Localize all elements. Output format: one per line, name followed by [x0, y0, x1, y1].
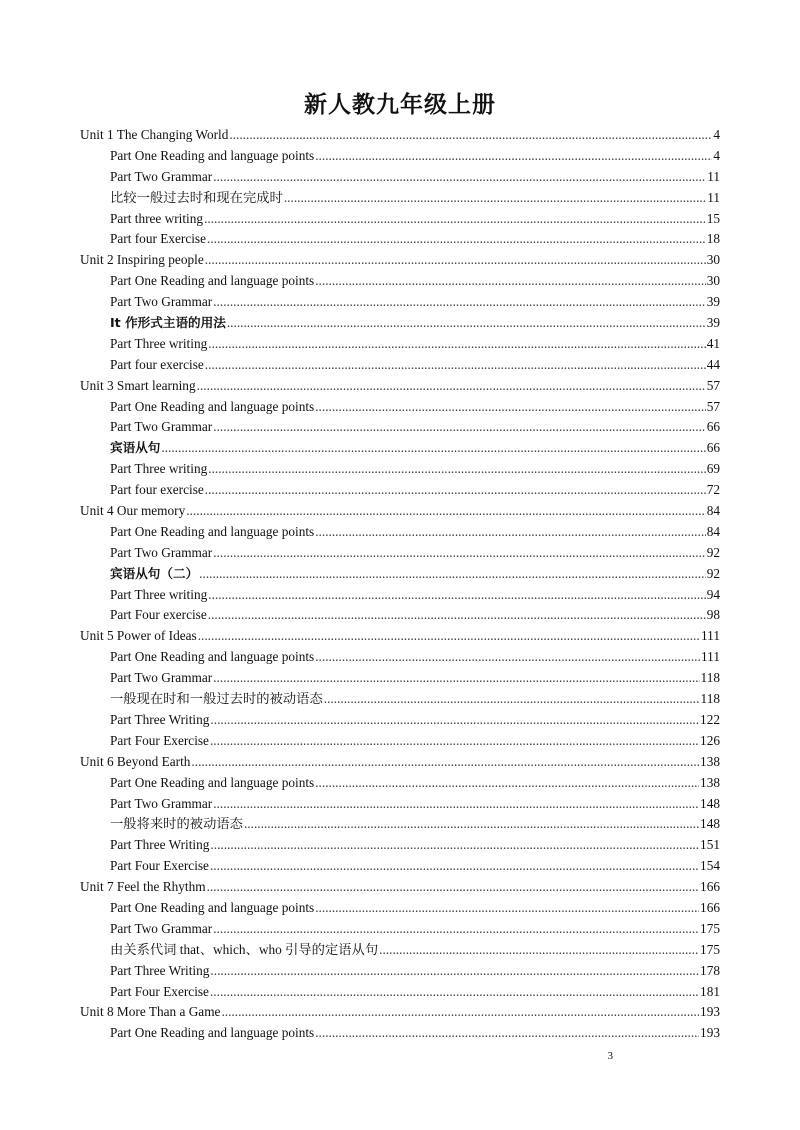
toc-part-entry[interactable]	[80, 313, 720, 334]
toc-dot-leader	[213, 919, 699, 940]
toc-entry-label: Part Three Writing	[110, 711, 210, 727]
toc-entry-page: 181	[700, 983, 720, 999]
toc-entry-label: 一般现在时和一般过去时的被动语态	[110, 691, 323, 707]
toc-entry-label: Part Two Grammar	[110, 294, 213, 310]
toc-entry-page: 39	[706, 294, 720, 310]
toc-dot-leader	[315, 146, 712, 167]
toc-entry-label: Part Two Grammar	[110, 795, 213, 811]
toc-dot-leader	[210, 982, 699, 1003]
toc-dot-leader	[208, 605, 706, 626]
toc-part-entry[interactable]	[80, 856, 720, 877]
toc-part-entry[interactable]	[80, 689, 720, 710]
toc-entry-page: 84	[706, 523, 720, 539]
toc-entry-label: Part Three writing	[110, 586, 208, 602]
toc-entry-label: Part One Reading and language points	[110, 649, 315, 665]
toc-dot-leader	[210, 710, 699, 731]
toc-part-entry[interactable]	[80, 898, 720, 919]
toc-entry-label: Part Three Writing	[110, 837, 210, 853]
toc-entry-page: 57	[706, 377, 720, 393]
table-of-contents	[80, 125, 720, 1044]
toc-entry-label: Unit 3 Smart learning	[80, 377, 196, 393]
toc-entry-label: Part Two Grammar	[110, 670, 213, 686]
toc-part-entry[interactable]	[80, 605, 720, 626]
toc-entry-page: 148	[700, 816, 720, 832]
toc-entry-page: 138	[700, 753, 720, 769]
toc-entry-label: Part Two Grammar	[110, 419, 213, 435]
toc-dot-leader	[315, 522, 705, 543]
toc-dot-leader	[213, 668, 699, 689]
toc-entry-label: 宾语从句（二）	[110, 565, 199, 581]
toc-unit-entry[interactable]	[80, 877, 720, 898]
toc-unit-entry[interactable]	[80, 125, 720, 146]
toc-entry-label: Part four exercise	[110, 482, 204, 498]
toc-dot-leader	[186, 501, 705, 522]
toc-dot-leader	[207, 229, 706, 250]
toc-entry-label: Unit 6 Beyond Earth	[80, 753, 191, 769]
toc-part-entry[interactable]	[80, 229, 720, 250]
toc-part-entry[interactable]	[80, 940, 720, 961]
toc-entry-label: Unit 2 Inspiring people	[80, 252, 204, 268]
toc-dot-leader	[315, 271, 705, 292]
toc-dot-leader	[205, 250, 706, 271]
toc-entry-page: 66	[706, 440, 720, 456]
toc-entry-page: 92	[706, 565, 720, 581]
toc-entry-label: Part four exercise	[110, 356, 204, 372]
toc-dot-leader	[244, 814, 699, 835]
page-title: 新人教九年级上册	[304, 92, 496, 118]
toc-unit-entry[interactable]	[80, 752, 720, 773]
toc-entry-label: 一般将来时的被动语态	[110, 816, 243, 832]
toc-entry-label: Unit 1 The Changing World	[80, 127, 229, 142]
toc-dot-leader	[205, 480, 706, 501]
toc-part-entry[interactable]	[80, 585, 720, 606]
toc-dot-leader	[284, 188, 706, 209]
toc-entry-label: Part three writing	[110, 210, 204, 226]
toc-entry-page: 69	[706, 461, 720, 477]
toc-dot-leader	[315, 773, 699, 794]
toc-entry-page: 44	[706, 356, 720, 372]
toc-entry-page: 175	[700, 941, 720, 957]
toc-unit-entry[interactable]	[80, 250, 720, 271]
toc-entry-label: 宾语从句	[110, 440, 161, 456]
toc-part-entry[interactable]	[80, 397, 720, 418]
toc-part-entry[interactable]	[80, 271, 720, 292]
toc-part-entry[interactable]	[80, 522, 720, 543]
toc-dot-leader	[315, 397, 705, 418]
toc-entry-label: Part Four exercise	[110, 607, 207, 623]
toc-dot-leader	[204, 209, 706, 230]
toc-entry-page: 138	[700, 774, 720, 790]
toc-part-entry[interactable]	[80, 961, 720, 982]
toc-dot-leader	[315, 898, 699, 919]
toc-entry-label: Part Four Exercise	[110, 858, 209, 874]
toc-entry-page: 41	[706, 335, 720, 351]
toc-entry-page: 154	[700, 858, 720, 874]
toc-entry-label: Part One Reading and language points	[110, 1025, 315, 1041]
toc-entry-label: Part Four Exercise	[110, 732, 209, 748]
toc-entry-label: Part One Reading and language points	[110, 523, 315, 539]
toc-part-entry[interactable]	[80, 982, 720, 1003]
toc-entry-page: 94	[706, 586, 720, 602]
toc-unit-entry[interactable]	[80, 376, 720, 397]
toc-dot-leader	[191, 752, 699, 773]
toc-entry-page: 175	[700, 920, 720, 936]
toc-entry-page: 57	[706, 398, 720, 414]
toc-part-entry[interactable]	[80, 438, 720, 459]
toc-entry-page: 30	[706, 252, 720, 268]
toc-dot-leader	[210, 856, 699, 877]
toc-entry-page: 126	[700, 732, 720, 748]
toc-part-entry[interactable]	[80, 146, 720, 167]
toc-part-entry[interactable]	[80, 794, 720, 815]
toc-dot-leader	[198, 626, 700, 647]
toc-entry-page: 92	[706, 544, 720, 560]
toc-entry-label: Part One Reading and language points	[110, 147, 315, 163]
toc-unit-entry[interactable]	[80, 626, 720, 647]
toc-dot-leader	[210, 731, 699, 752]
toc-dot-leader	[197, 376, 706, 397]
toc-part-entry[interactable]	[80, 814, 720, 835]
toc-dot-leader	[213, 794, 699, 815]
toc-dot-leader	[315, 647, 700, 668]
toc-entry-page: 178	[700, 962, 720, 978]
toc-unit-entry[interactable]	[80, 501, 720, 522]
toc-entry-page: 72	[706, 482, 720, 498]
toc-entry-page: 166	[700, 879, 720, 895]
toc-dot-leader	[199, 564, 706, 585]
toc-dot-leader	[210, 961, 699, 982]
toc-entry-page: 111	[701, 649, 720, 665]
toc-dot-leader	[205, 355, 706, 376]
toc-dot-leader	[208, 585, 705, 606]
toc-dot-leader	[379, 940, 699, 961]
toc-dot-leader	[213, 543, 705, 564]
toc-entry-page: 4	[713, 147, 720, 163]
toc-part-entry[interactable]	[80, 543, 720, 564]
toc-part-entry[interactable]	[80, 668, 720, 689]
toc-entry-page: 193	[700, 1004, 720, 1020]
toc-part-entry[interactable]	[80, 417, 720, 438]
toc-dot-leader	[213, 292, 705, 313]
toc-entry-label: It 作形式主语的用法	[110, 315, 226, 331]
toc-entry-page: 166	[700, 899, 720, 915]
toc-entry-page: 118	[700, 670, 720, 686]
toc-entry-label: 比较一般过去时和现在完成时	[110, 189, 283, 205]
toc-entry-label: Part Four Exercise	[110, 983, 209, 999]
toc-part-entry[interactable]	[80, 334, 720, 355]
toc-entry-page: 151	[700, 837, 720, 853]
toc-part-entry[interactable]	[80, 731, 720, 752]
toc-entry-page: 66	[706, 419, 720, 435]
toc-part-entry[interactable]	[80, 188, 720, 209]
toc-entry-label: Part Three writing	[110, 461, 208, 477]
toc-part-entry[interactable]	[80, 1023, 720, 1044]
toc-entry-label: Part One Reading and language points	[110, 273, 315, 289]
toc-part-entry[interactable]	[80, 459, 720, 480]
toc-dot-leader	[213, 167, 706, 188]
toc-part-entry[interactable]	[80, 355, 720, 376]
toc-entry-label: Part Three Writing	[110, 962, 210, 978]
toc-dot-leader	[208, 334, 705, 355]
toc-entry-label: Part One Reading and language points	[110, 899, 315, 915]
toc-entry-label: Unit 7 Feel the Rhythm	[80, 879, 206, 895]
toc-entry-page: 111	[701, 628, 720, 644]
toc-entry-page: 4	[713, 127, 720, 142]
toc-dot-leader	[229, 125, 712, 146]
toc-entry-label: Unit 4 Our memory	[80, 503, 186, 519]
toc-entry-page: 193	[700, 1025, 720, 1041]
toc-entry-page: 18	[706, 231, 720, 247]
toc-entry-page: 98	[706, 607, 720, 623]
toc-entry-label: Part Two Grammar	[110, 544, 213, 560]
toc-entry-page: 148	[700, 795, 720, 811]
toc-entry-page: 118	[700, 691, 720, 707]
toc-entry-label: Unit 5 Power of Ideas	[80, 628, 197, 644]
toc-entry-label: Part One Reading and language points	[110, 774, 315, 790]
toc-part-entry[interactable]	[80, 773, 720, 794]
toc-dot-leader	[208, 459, 705, 480]
toc-part-entry[interactable]	[80, 710, 720, 731]
toc-entry-label: Part four Exercise	[110, 231, 206, 247]
toc-entry-page: 122	[700, 711, 720, 727]
toc-dot-leader	[324, 689, 700, 710]
toc-entry-label: Part One Reading and language points	[110, 398, 315, 414]
toc-entry-label: Part Two Grammar	[110, 168, 213, 184]
page-number: 3	[607, 1050, 613, 1062]
toc-entry-label: Part Two Grammar	[110, 920, 213, 936]
toc-entry-page: 11	[707, 189, 720, 205]
toc-part-entry[interactable]	[80, 209, 720, 230]
toc-part-entry[interactable]	[80, 919, 720, 940]
toc-dot-leader	[315, 1023, 699, 1044]
toc-entry-label: 由关系代词 that、which、who 引导的定语从句	[110, 941, 379, 957]
toc-dot-leader	[210, 835, 699, 856]
toc-dot-leader	[221, 1002, 699, 1023]
toc-part-entry[interactable]	[80, 564, 720, 585]
toc-part-entry[interactable]	[80, 835, 720, 856]
toc-entry-page: 84	[706, 503, 720, 519]
toc-dot-leader	[213, 417, 705, 438]
toc-entry-page: 39	[706, 315, 720, 331]
toc-dot-leader	[227, 313, 706, 334]
toc-part-entry[interactable]	[80, 292, 720, 313]
toc-entry-label: Part Three writing	[110, 335, 208, 351]
toc-entry-label: Unit 8 More Than a Game	[80, 1004, 221, 1020]
toc-part-entry[interactable]	[80, 167, 720, 188]
toc-entry-page: 11	[707, 168, 720, 184]
toc-part-entry[interactable]	[80, 647, 720, 668]
toc-unit-entry[interactable]	[80, 1002, 720, 1023]
toc-dot-leader	[161, 438, 705, 459]
toc-entry-page: 30	[706, 273, 720, 289]
toc-dot-leader	[207, 877, 699, 898]
toc-entry-page: 15	[706, 210, 720, 226]
toc-part-entry[interactable]	[80, 480, 720, 501]
